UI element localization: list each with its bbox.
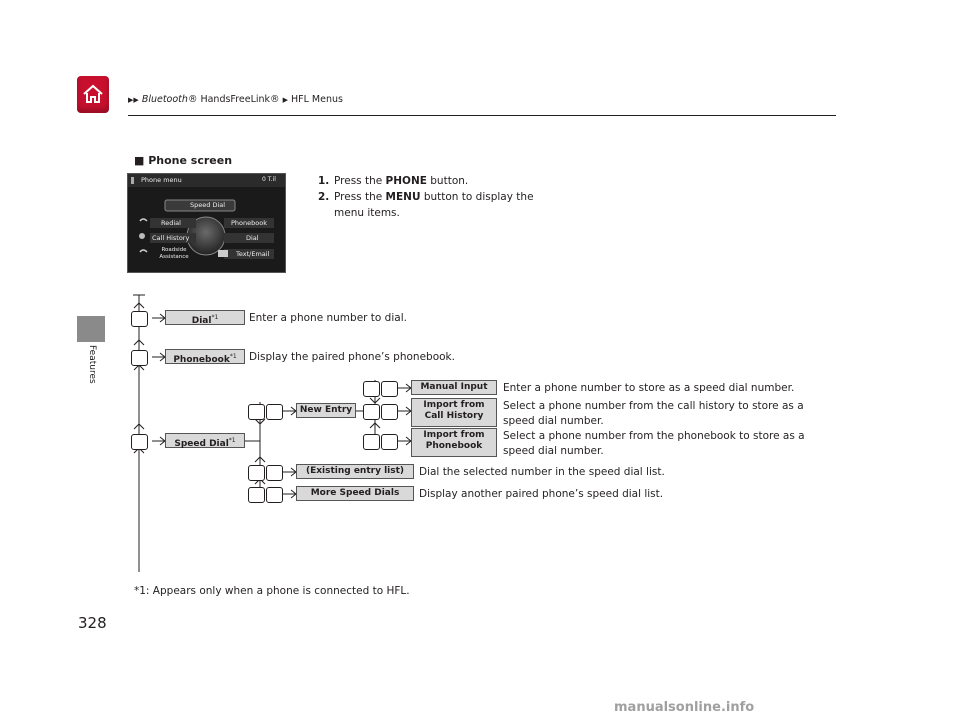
step-2: 2. Press the MENU button to display the menu items. (318, 191, 534, 219)
import-phonebook-description: Select a phone number from the phonebook to store as a speed dial number. (503, 430, 805, 457)
interface-dial-icon (248, 487, 265, 503)
screen-dial[interactable]: Dial (246, 234, 259, 242)
step-1: 1. Press the PHONE button. (318, 175, 469, 187)
speed-dial-menu-item[interactable]: Speed Dial$^{*1}$ (165, 433, 245, 448)
more-speed-dials-description: Display another paired phone’s speed dial list. (419, 488, 664, 500)
dial-description: Enter a phone number to dial. (249, 312, 407, 324)
manual-input-description: Enter a phone number to store as a speed dial number. (503, 382, 795, 394)
page-number: 328 (78, 614, 107, 632)
screen-phonebook[interactable]: Phonebook (231, 219, 267, 227)
breadcrumb: ▶▶ Bluetooth® HandsFreeLink® ▶ HFL Menus (128, 94, 343, 105)
more-speed-dials-menu-item[interactable]: More Speed Dials (296, 486, 414, 501)
screen-status: 0 T.il (262, 176, 276, 183)
select-knob-icon (266, 404, 283, 420)
interface-dial-icon (131, 350, 148, 366)
breadcrumb-hfl-menus[interactable]: HFL Menus (291, 94, 343, 105)
interface-dial-icon (131, 434, 148, 450)
breadcrumb-hfl[interactable]: ® HandsFreeLink® (187, 94, 280, 105)
import-call-history-menu-item[interactable]: Import from Call History (411, 398, 497, 427)
footnote: *1: Appears only when a phone is connected to HFL. (134, 585, 410, 597)
import-call-history-description: Select a phone number from the call history to store as a speed dial number. (503, 400, 804, 427)
interface-dial-icon (363, 404, 380, 420)
sidebar-label: Features (87, 345, 97, 384)
site-watermark: manualsonline.info (614, 700, 755, 715)
screen-call-history[interactable]: Call History (152, 234, 190, 242)
select-knob-icon (266, 465, 283, 481)
interface-dial-icon (131, 311, 148, 327)
phonebook-menu-item[interactable]: Phonebook$^{*1}$ (165, 349, 245, 364)
existing-entry-list-item[interactable]: (Existing entry list) (296, 464, 414, 479)
phonebook-description: Display the paired phone’s phonebook. (249, 351, 455, 363)
interface-dial-icon (248, 465, 265, 481)
interface-dial-icon (363, 381, 380, 397)
screen-redial[interactable]: Redial (161, 219, 181, 227)
select-knob-icon (381, 381, 398, 397)
manual-input-menu-item[interactable]: Manual Input (411, 380, 497, 395)
screen-speed-dial[interactable]: Speed Dial (190, 201, 226, 209)
select-knob-icon (266, 487, 283, 503)
import-phonebook-menu-item[interactable]: Import from Phonebook (411, 428, 497, 457)
section-title: ■ Phone screen (134, 154, 233, 167)
interface-dial-icon (363, 434, 380, 450)
screen-title: Phone menu (141, 176, 182, 184)
breadcrumb-bluetooth[interactable]: Bluetooth (141, 94, 188, 105)
existing-entry-description: Dial the selected number in the speed dial list. (419, 466, 665, 478)
select-knob-icon (381, 434, 398, 450)
dial-menu-item[interactable]: Dial$^{*1}$ (165, 310, 245, 325)
select-knob-icon (381, 404, 398, 420)
interface-dial-icon (248, 404, 265, 420)
new-entry-menu-item[interactable]: New Entry (296, 403, 356, 418)
screen-text-email[interactable]: Text/Email (236, 250, 270, 258)
screen-roadside[interactable]: Roadside Assistance (159, 247, 189, 260)
